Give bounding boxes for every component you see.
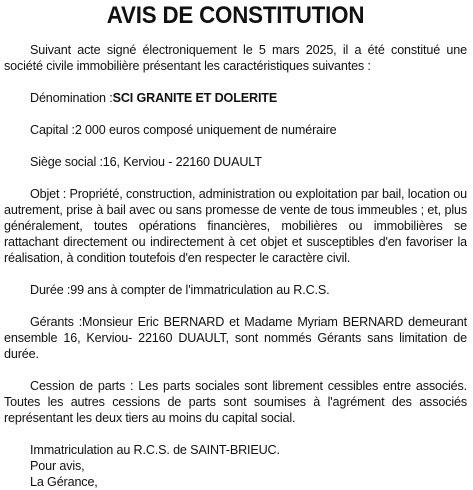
- cession-paragraph: Cession de parts : Les parts sociales sont librement cessibles entre associés. Toutes les autres cessions de parts sont soumises à l'agrément des associés représentant les deux tiers au moins du capital social.: [4, 379, 467, 425]
- duree-line: Durée :99 ans à compter de l'immatriculation au R.C.S.: [30, 283, 330, 297]
- gerants-paragraph: Gérants :Monsieur Eric BERNARD et Madame Myriam BERNARD demeurant ensemble 16, Kerviou- 22160 DUAULT, sont nommés Gérants sans limitation de durée.: [4, 315, 467, 361]
- objet-paragraph: Objet : Propriété, construction, administration ou exploitation par bail, location ou autrement, prise à bail avec ou sans promesse de vente de tous immeubles ; et, plus généralement, toutes opérations financières, mobilières ou immobilières se rattachant directement ou indirectement à cet objet et susceptibles d'en favoriser la réalisation, à condition toutefois d'en respecter le caractère civil.: [4, 187, 467, 265]
- closing-line-1: Pour avis,: [30, 459, 85, 473]
- capital-line: Capital :2 000 euros composé uniquement de numéraire: [30, 123, 337, 137]
- denomination-label: Dénomination :: [30, 91, 113, 105]
- immatriculation-line: Immatriculation au R.C.S. de SAINT-BRIEUC.: [30, 443, 280, 457]
- siege-line: Siège social :16, Kerviou - 22160 DUAULT: [30, 155, 262, 169]
- intro-paragraph: Suivant acte signé électroniquement le 5 mars 2025, il a été constitué une société civile immobilière présentant les caractéristiques suivantes :: [4, 43, 467, 73]
- denomination-line: [4, 90, 467, 106]
- denomination-value: SCI GRANITE ET DOLERITE: [112, 91, 278, 105]
- notice-title: AVIS DE CONSTITUTION: [106, 2, 365, 29]
- closing-line-2: La Gérance,: [30, 475, 98, 489]
